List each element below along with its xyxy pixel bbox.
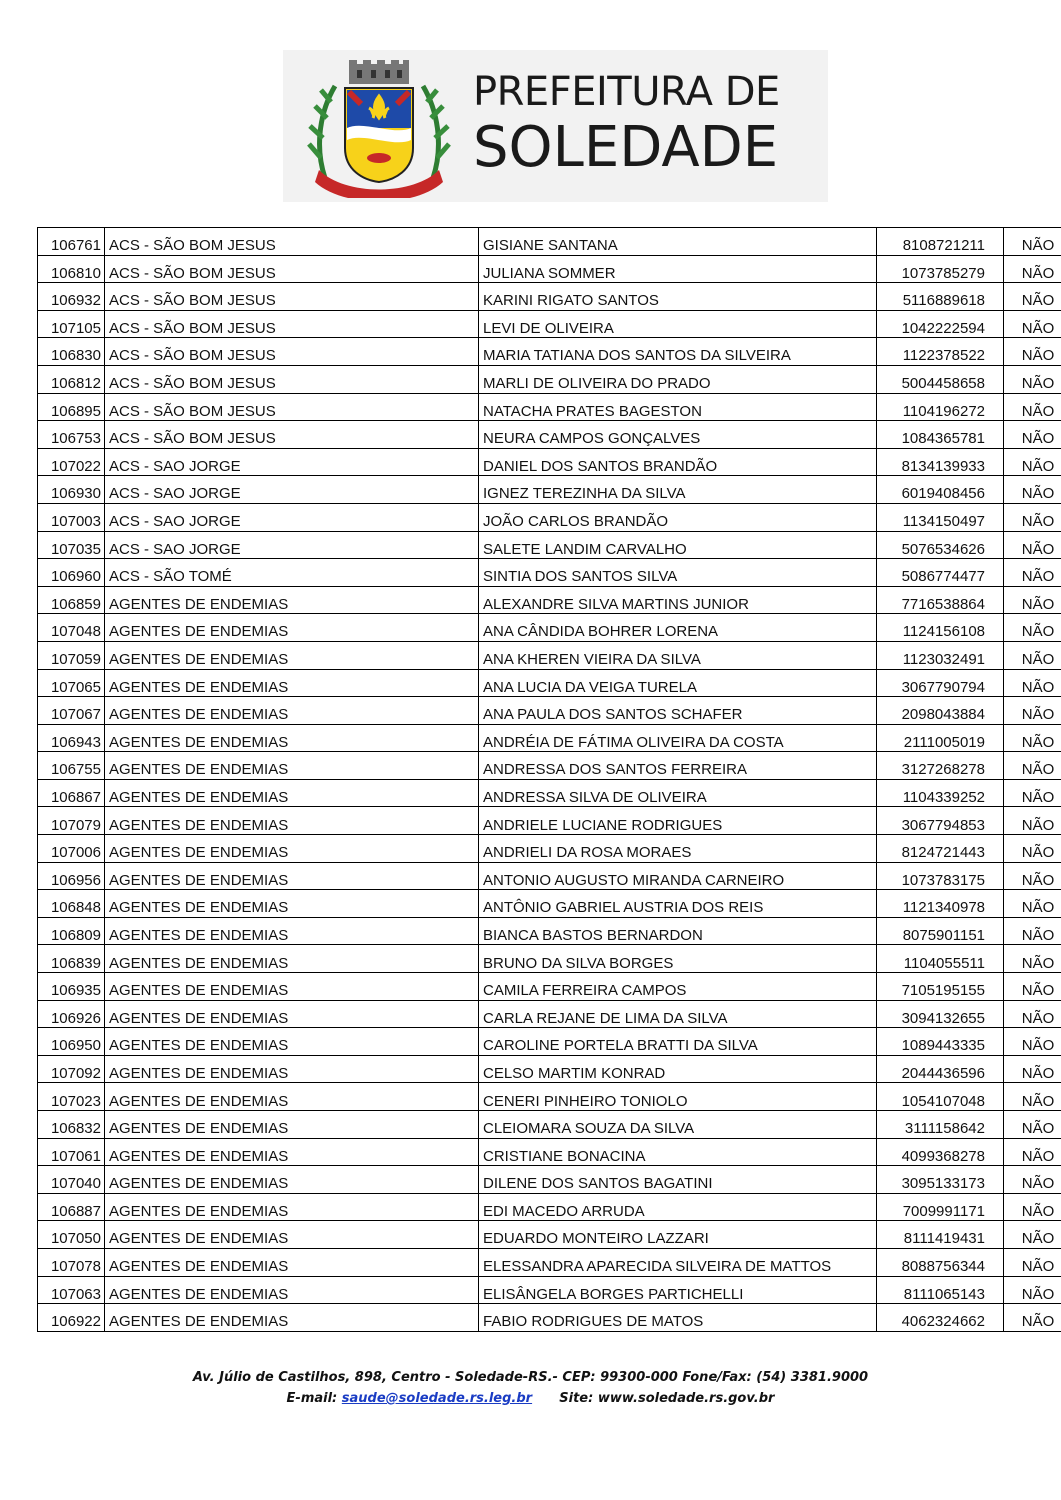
cell-name: ANDRESSA SILVA DE OLIVEIRA (479, 779, 877, 807)
cell-name: JOÃO CARLOS BRANDÃO (479, 503, 877, 531)
footer-contact (0, 1389, 1061, 1410)
table-row (38, 559, 1061, 587)
table-row (38, 1111, 1061, 1139)
cell-name: CLEIOMARA SOUZA DA SILVA (479, 1111, 877, 1139)
cell-code: 106960 (38, 559, 105, 587)
cell-name: ANA LUCIA DA VEIGA TURELA (479, 669, 877, 697)
cell-number: 4099368278 (877, 1138, 1004, 1166)
cell-group: AGENTES DE ENDEMIAS (105, 586, 479, 614)
cell-name: BIANCA BASTOS BERNARDON (479, 917, 877, 945)
cell-code: 106812 (38, 365, 105, 393)
cell-group: ACS - SAO JORGE (105, 476, 479, 504)
cell-code: 106950 (38, 1028, 105, 1056)
cell-number: 3127268278 (877, 752, 1004, 780)
cell-name: ANDRESSA DOS SANTOS FERREIRA (479, 752, 877, 780)
cell-code: 107105 (38, 310, 105, 338)
cell-group: AGENTES DE ENDEMIAS (105, 1166, 479, 1194)
cell-group: ACS - SÃO BOM JESUS (105, 283, 479, 311)
cell-name: ELESSANDRA APARECIDA SILVEIRA DE MATTOS (479, 1248, 877, 1276)
cell-flag: NÃO (1004, 945, 1061, 973)
cell-name: IGNEZ TEREZINHA DA SILVA (479, 476, 877, 504)
cell-flag: NÃO (1004, 1221, 1061, 1249)
cell-code: 107048 (38, 614, 105, 642)
cell-number: 2098043884 (877, 697, 1004, 725)
cell-flag: NÃO (1004, 1248, 1061, 1276)
cell-code: 106867 (38, 779, 105, 807)
table-row (38, 724, 1061, 752)
cell-group: AGENTES DE ENDEMIAS (105, 1304, 479, 1332)
cell-code: 106926 (38, 1000, 105, 1028)
cell-code: 106956 (38, 862, 105, 890)
cell-number: 1054107048 (877, 1083, 1004, 1111)
cell-number: 1104055511 (877, 945, 1004, 973)
cell-code: 107022 (38, 448, 105, 476)
cell-code: 106895 (38, 393, 105, 421)
cell-number: 1124156108 (877, 614, 1004, 642)
brand-line-1: PREFEITURA DE (473, 69, 780, 115)
cell-code: 106810 (38, 255, 105, 283)
cell-code: 106755 (38, 752, 105, 780)
cell-group: ACS - SÃO BOM JESUS (105, 365, 479, 393)
cell-number: 8124721443 (877, 835, 1004, 863)
cell-number: 8088756344 (877, 1248, 1004, 1276)
cell-group: AGENTES DE ENDEMIAS (105, 890, 479, 918)
cell-name: ALEXANDRE SILVA MARTINS JUNIOR (479, 586, 877, 614)
table-row (38, 310, 1061, 338)
table-row (38, 476, 1061, 504)
roster-body (38, 228, 1061, 1332)
cell-flag: NÃO (1004, 1000, 1061, 1028)
cell-number: 1134150497 (877, 503, 1004, 531)
cell-name: ANA KHEREN VIEIRA DA SILVA (479, 641, 877, 669)
table-row (38, 421, 1061, 449)
cell-flag: NÃO (1004, 586, 1061, 614)
cell-flag: NÃO (1004, 476, 1061, 504)
cell-code: 106943 (38, 724, 105, 752)
cell-code: 107003 (38, 503, 105, 531)
table-row (38, 448, 1061, 476)
cell-group: AGENTES DE ENDEMIAS (105, 1276, 479, 1304)
cell-code: 106932 (38, 283, 105, 311)
brand-name (473, 69, 823, 180)
cell-code: 107092 (38, 1055, 105, 1083)
cell-flag: NÃO (1004, 697, 1061, 725)
table-row (38, 255, 1061, 283)
table-row (38, 697, 1061, 725)
table-row (38, 835, 1061, 863)
cell-number: 1089443335 (877, 1028, 1004, 1056)
footer-email-label: E-mail: (286, 1390, 338, 1406)
cell-group: AGENTES DE ENDEMIAS (105, 917, 479, 945)
brand-line-2: SOLEDADE (473, 115, 779, 180)
table-row (38, 752, 1061, 780)
cell-flag: NÃO (1004, 283, 1061, 311)
cell-code: 106935 (38, 973, 105, 1001)
cell-name: DANIEL DOS SANTOS BRANDÃO (479, 448, 877, 476)
cell-number: 1121340978 (877, 890, 1004, 918)
cell-group: AGENTES DE ENDEMIAS (105, 1221, 479, 1249)
table-row (38, 393, 1061, 421)
roster-table (37, 227, 1061, 1332)
cell-number: 6019408456 (877, 476, 1004, 504)
cell-group: AGENTES DE ENDEMIAS (105, 1138, 479, 1166)
cell-code: 106922 (38, 1304, 105, 1332)
cell-flag: NÃO (1004, 421, 1061, 449)
cell-flag: NÃO (1004, 338, 1061, 366)
cell-group: ACS - SÃO BOM JESUS (105, 338, 479, 366)
cell-group: AGENTES DE ENDEMIAS (105, 724, 479, 752)
cell-name: NEURA CAMPOS GONÇALVES (479, 421, 877, 449)
cell-group: AGENTES DE ENDEMIAS (105, 669, 479, 697)
cell-group: AGENTES DE ENDEMIAS (105, 697, 479, 725)
cell-flag: NÃO (1004, 1055, 1061, 1083)
cell-group: AGENTES DE ENDEMIAS (105, 1193, 479, 1221)
cell-name: EDI MACEDO ARRUDA (479, 1193, 877, 1221)
cell-code: 107061 (38, 1138, 105, 1166)
cell-group: AGENTES DE ENDEMIAS (105, 1028, 479, 1056)
table-row (38, 1000, 1061, 1028)
cell-code: 107063 (38, 1276, 105, 1304)
cell-code: 107059 (38, 641, 105, 669)
cell-flag: NÃO (1004, 807, 1061, 835)
cell-number: 1073785279 (877, 255, 1004, 283)
cell-name: CENERI PINHEIRO TONIOLO (479, 1083, 877, 1111)
cell-number: 3111158642 (877, 1111, 1004, 1139)
cell-number: 3094132655 (877, 1000, 1004, 1028)
cell-group: AGENTES DE ENDEMIAS (105, 752, 479, 780)
cell-group: ACS - SÃO BOM JESUS (105, 228, 479, 256)
table-row (38, 973, 1061, 1001)
cell-number: 1073783175 (877, 862, 1004, 890)
footer-address: Av. Júlio de Castilhos, 898, Centro - Soledade-RS.- CEP: 99300-000 Fone/Fax: (54) 3381.9000 (192, 1370, 869, 1385)
cell-group: AGENTES DE ENDEMIAS (105, 1083, 479, 1111)
cell-flag: NÃO (1004, 669, 1061, 697)
cell-code: 107006 (38, 835, 105, 863)
cell-number: 7716538864 (877, 586, 1004, 614)
cell-number: 7009991171 (877, 1193, 1004, 1221)
table-row (38, 945, 1061, 973)
cell-flag: NÃO (1004, 393, 1061, 421)
footer-site: Site: www.soledade.rs.gov.br (559, 1390, 775, 1406)
cell-number: 8075901151 (877, 917, 1004, 945)
cell-flag: NÃO (1004, 779, 1061, 807)
page-footer (0, 1368, 1061, 1410)
municipal-crest-icon (305, 58, 453, 198)
cell-code: 107067 (38, 697, 105, 725)
cell-group: AGENTES DE ENDEMIAS (105, 862, 479, 890)
cell-number: 1084365781 (877, 421, 1004, 449)
cell-number: 5004458658 (877, 365, 1004, 393)
table-row (38, 1055, 1061, 1083)
cell-number: 4062324662 (877, 1304, 1004, 1332)
cell-code: 106809 (38, 917, 105, 945)
cell-group: AGENTES DE ENDEMIAS (105, 1000, 479, 1028)
cell-number: 2111005019 (877, 724, 1004, 752)
cell-name: KARINI RIGATO SANTOS (479, 283, 877, 311)
cell-code: 106839 (38, 945, 105, 973)
cell-number: 1122378522 (877, 338, 1004, 366)
cell-name: BRUNO DA SILVA BORGES (479, 945, 877, 973)
table-row (38, 669, 1061, 697)
cell-group: ACS - SAO JORGE (105, 448, 479, 476)
cell-number: 3067790794 (877, 669, 1004, 697)
footer-email-link[interactable]: saude@soledade.rs.leg.br (341, 1390, 533, 1406)
cell-name: CARLA REJANE DE LIMA DA SILVA (479, 1000, 877, 1028)
table-row (38, 1304, 1061, 1332)
table-row (38, 1248, 1061, 1276)
cell-name: ANDRIELE LUCIANE RODRIGUES (479, 807, 877, 835)
cell-group: ACS - SÃO BOM JESUS (105, 421, 479, 449)
cell-number: 8111419431 (877, 1221, 1004, 1249)
cell-number: 3067794853 (877, 807, 1004, 835)
table-row (38, 1138, 1061, 1166)
cell-code: 106753 (38, 421, 105, 449)
cell-code: 107050 (38, 1221, 105, 1249)
cell-flag: NÃO (1004, 835, 1061, 863)
cell-number: 5116889618 (877, 283, 1004, 311)
table-row (38, 1083, 1061, 1111)
cell-name: ANA CÂNDIDA BOHRER LORENA (479, 614, 877, 642)
table-row (38, 862, 1061, 890)
cell-flag: NÃO (1004, 724, 1061, 752)
cell-code: 107078 (38, 1248, 105, 1276)
cell-code: 107040 (38, 1166, 105, 1194)
cell-flag: NÃO (1004, 862, 1061, 890)
cell-flag: NÃO (1004, 890, 1061, 918)
cell-number: 8111065143 (877, 1276, 1004, 1304)
table-row (38, 1028, 1061, 1056)
cell-code: 106930 (38, 476, 105, 504)
cell-code: 106859 (38, 586, 105, 614)
cell-group: AGENTES DE ENDEMIAS (105, 641, 479, 669)
cell-group: AGENTES DE ENDEMIAS (105, 807, 479, 835)
cell-flag: NÃO (1004, 1111, 1061, 1139)
cell-number: 7105195155 (877, 973, 1004, 1001)
cell-code: 106832 (38, 1111, 105, 1139)
cell-flag: NÃO (1004, 228, 1061, 256)
table-row (38, 365, 1061, 393)
cell-flag: NÃO (1004, 448, 1061, 476)
cell-group: ACS - SAO JORGE (105, 531, 479, 559)
cell-name: CAMILA FERREIRA CAMPOS (479, 973, 877, 1001)
cell-name: ANTONIO AUGUSTO MIRANDA CARNEIRO (479, 862, 877, 890)
cell-number: 3095133173 (877, 1166, 1004, 1194)
cell-name: MARLI DE OLIVEIRA DO PRADO (479, 365, 877, 393)
table-row (38, 228, 1061, 256)
table-row (38, 614, 1061, 642)
cell-group: AGENTES DE ENDEMIAS (105, 1055, 479, 1083)
cell-number: 2044436596 (877, 1055, 1004, 1083)
cell-name: FABIO RODRIGUES DE MATOS (479, 1304, 877, 1332)
table-row (38, 1221, 1061, 1249)
cell-group: ACS - SÃO TOMÉ (105, 559, 479, 587)
cell-code: 107035 (38, 531, 105, 559)
cell-number: 1104196272 (877, 393, 1004, 421)
cell-number: 8134139933 (877, 448, 1004, 476)
cell-flag: NÃO (1004, 1193, 1061, 1221)
cell-name: CELSO MARTIM KONRAD (479, 1055, 877, 1083)
cell-number: 1104339252 (877, 779, 1004, 807)
cell-group: AGENTES DE ENDEMIAS (105, 945, 479, 973)
table-row (38, 779, 1061, 807)
table-row (38, 503, 1061, 531)
table-row (38, 283, 1061, 311)
cell-name: ANDRIELI DA ROSA MORAES (479, 835, 877, 863)
cell-name: JULIANA SOMMER (479, 255, 877, 283)
cell-number: 1042222594 (877, 310, 1004, 338)
cell-group: AGENTES DE ENDEMIAS (105, 779, 479, 807)
table-row (38, 338, 1061, 366)
cell-name: MARIA TATIANA DOS SANTOS DA SILVEIRA (479, 338, 877, 366)
cell-name: GISIANE SANTANA (479, 228, 877, 256)
cell-flag: NÃO (1004, 1304, 1061, 1332)
cell-flag: NÃO (1004, 752, 1061, 780)
cell-flag: NÃO (1004, 1138, 1061, 1166)
table-row (38, 1193, 1061, 1221)
cell-group: ACS - SAO JORGE (105, 503, 479, 531)
cell-name: SALETE LANDIM CARVALHO (479, 531, 877, 559)
cell-flag: NÃO (1004, 365, 1061, 393)
cell-name: NATACHA PRATES BAGESTON (479, 393, 877, 421)
cell-code: 106830 (38, 338, 105, 366)
cell-code: 106887 (38, 1193, 105, 1221)
cell-name: ANDRÉIA DE FÁTIMA OLIVEIRA DA COSTA (479, 724, 877, 752)
cell-name: LEVI DE OLIVEIRA (479, 310, 877, 338)
cell-flag: NÃO (1004, 1028, 1061, 1056)
cell-flag: NÃO (1004, 531, 1061, 559)
table-row (38, 641, 1061, 669)
cell-group: AGENTES DE ENDEMIAS (105, 973, 479, 1001)
cell-flag: NÃO (1004, 1083, 1061, 1111)
cell-code: 106848 (38, 890, 105, 918)
cell-code: 107079 (38, 807, 105, 835)
table-row (38, 807, 1061, 835)
cell-group: AGENTES DE ENDEMIAS (105, 1111, 479, 1139)
cell-flag: NÃO (1004, 310, 1061, 338)
cell-number: 5076534626 (877, 531, 1004, 559)
cell-flag: NÃO (1004, 1276, 1061, 1304)
cell-code: 107065 (38, 669, 105, 697)
cell-name: ANA PAULA DOS SANTOS SCHAFER (479, 697, 877, 725)
table-row (38, 917, 1061, 945)
table-row (38, 1276, 1061, 1304)
cell-name: EDUARDO MONTEIRO LAZZARI (479, 1221, 877, 1249)
cell-group: AGENTES DE ENDEMIAS (105, 835, 479, 863)
cell-number: 1123032491 (877, 641, 1004, 669)
cell-number: 5086774477 (877, 559, 1004, 587)
cell-name: ELISÂNGELA BORGES PARTICHELLI (479, 1276, 877, 1304)
cell-name: ANTÔNIO GABRIEL AUSTRIA DOS REIS (479, 890, 877, 918)
cell-group: AGENTES DE ENDEMIAS (105, 614, 479, 642)
cell-flag: NÃO (1004, 614, 1061, 642)
cell-flag: NÃO (1004, 1166, 1061, 1194)
table-row (38, 1166, 1061, 1194)
cell-flag: NÃO (1004, 641, 1061, 669)
table-row (38, 531, 1061, 559)
cell-code: 107023 (38, 1083, 105, 1111)
cell-flag: NÃO (1004, 973, 1061, 1001)
cell-group: ACS - SÃO BOM JESUS (105, 310, 479, 338)
table-row (38, 586, 1061, 614)
cell-group: AGENTES DE ENDEMIAS (105, 1248, 479, 1276)
cell-group: ACS - SÃO BOM JESUS (105, 393, 479, 421)
cell-name: CAROLINE PORTELA BRATTI DA SILVA (479, 1028, 877, 1056)
cell-flag: NÃO (1004, 503, 1061, 531)
cell-group: ACS - SÃO BOM JESUS (105, 255, 479, 283)
cell-number: 8108721211 (877, 228, 1004, 256)
table-row (38, 890, 1061, 918)
cell-code: 106761 (38, 228, 105, 256)
cell-flag: NÃO (1004, 255, 1061, 283)
cell-name: DILENE DOS SANTOS BAGATINI (479, 1166, 877, 1194)
cell-name: CRISTIANE BONACINA (479, 1138, 877, 1166)
cell-flag: NÃO (1004, 559, 1061, 587)
header-banner (283, 50, 828, 202)
cell-flag: NÃO (1004, 917, 1061, 945)
cell-name: SINTIA DOS SANTOS SILVA (479, 559, 877, 587)
